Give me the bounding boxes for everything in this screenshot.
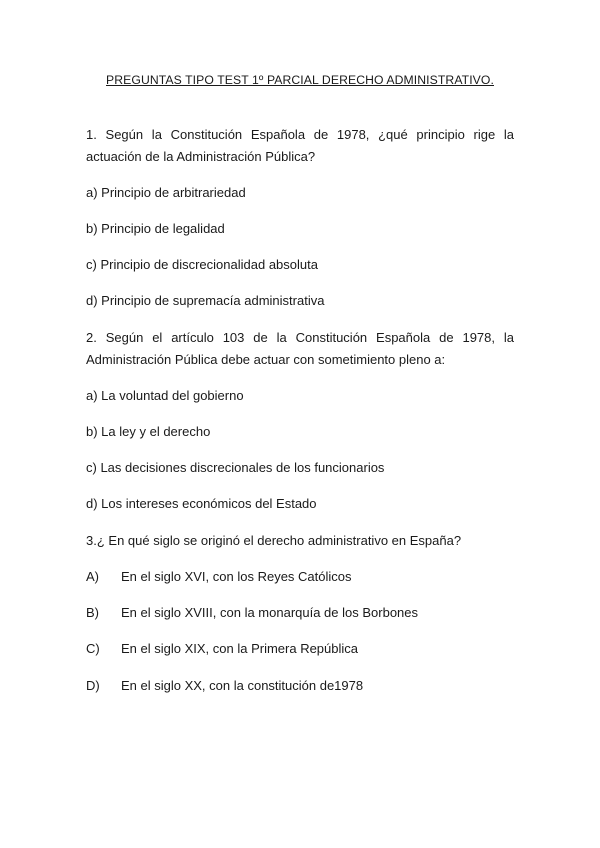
question-2-option-c: c) Las decisiones discrecionales de los funcionarios (86, 460, 385, 475)
question-3-option-a-letter: A) (86, 569, 99, 584)
question-3-option-b-letter: B) (86, 605, 99, 620)
question-2-option-a: a) La voluntad del gobierno (86, 388, 244, 403)
question-3-text: 3.¿ En qué siglo se originó el derecho administrativo en España? (86, 533, 462, 548)
question-3-option-b-text: En el siglo XVIII, con la monarquía de los Borbones (121, 605, 419, 620)
question-2-option-d: d) Los intereses económicos del Estado (86, 496, 317, 511)
question-1-option-a: a) Principio de arbitrariedad (86, 185, 246, 200)
question-3-option-d-text: En el siglo XX, con la constitución de1978 (121, 678, 364, 693)
question-1-option-c: c) Principio de discrecionalidad absoluta (86, 257, 318, 272)
question-3-option-c-text: En el siglo XIX, con la Primera República (121, 641, 359, 656)
question-1-text: 1. Según la Constitución Española de 1978, ¿qué principio rige la actuación de la Administración Pública? (86, 127, 514, 164)
question-2-text: 2. Según el artículo 103 de la Constitución Española de 1978, la Administración Pública debe actuar con sometimiento pleno a: (86, 330, 514, 367)
document-title: PREGUNTAS TIPO TEST 1º PARCIAL DERECHO ADMINISTRATIVO. (106, 73, 494, 87)
question-1-option-d: d) Principio de supremacía administrativa (86, 293, 325, 308)
question-3-option-c-letter: C) (86, 641, 100, 656)
question-1-option-b: b) Principio de legalidad (86, 221, 225, 236)
question-2-option-b: b) La ley y el derecho (86, 424, 211, 439)
question-3-option-d-letter: D) (86, 678, 100, 693)
question-3-option-a-text: En el siglo XVI, con los Reyes Católicos (121, 569, 352, 584)
